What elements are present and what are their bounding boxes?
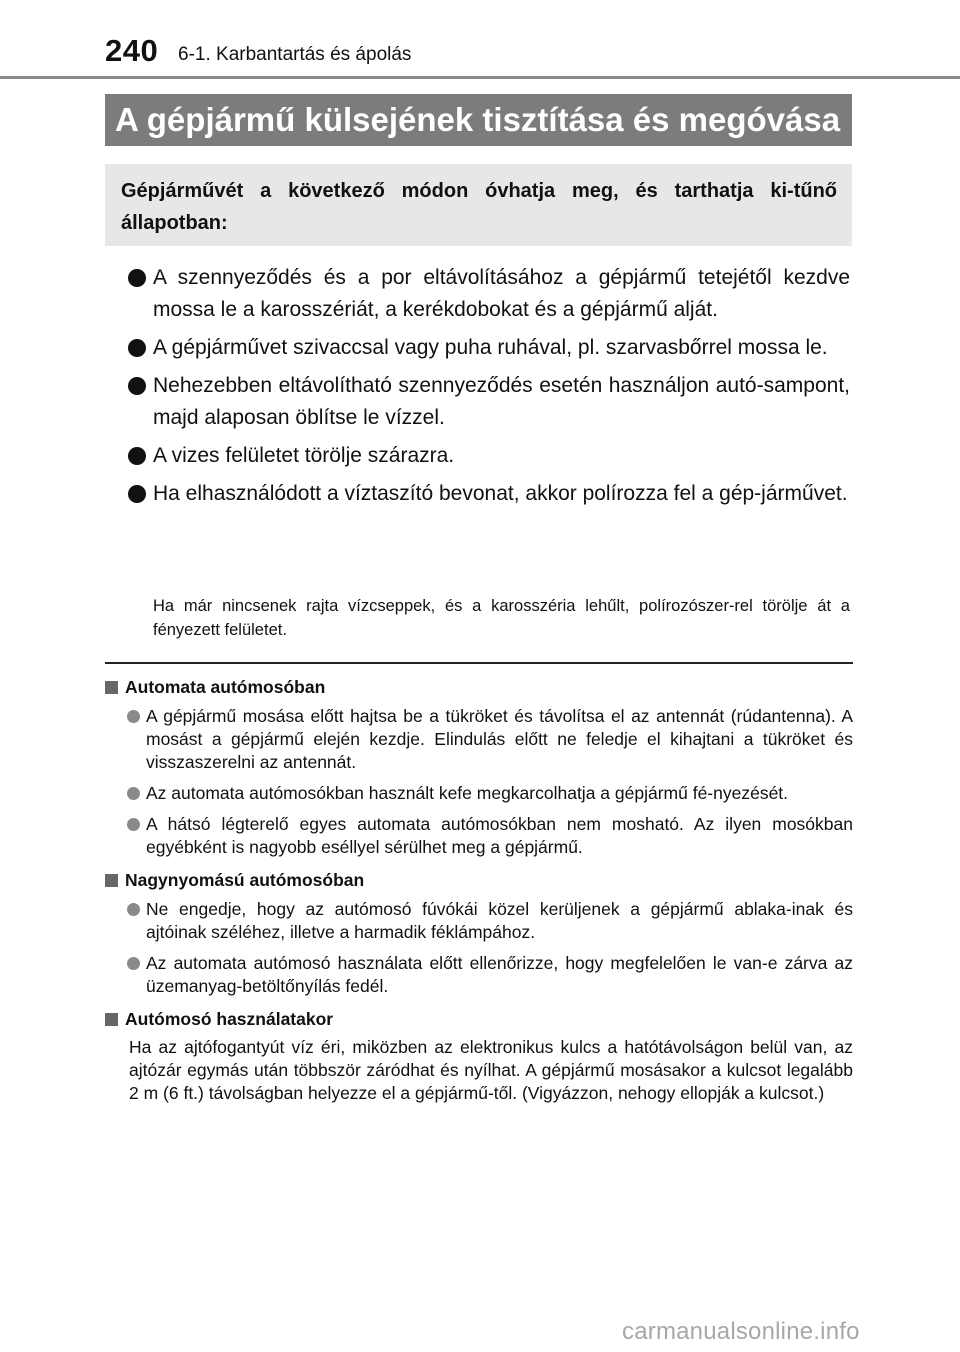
bullet-dot-icon: [128, 339, 146, 357]
bullet-dot-icon: [128, 447, 146, 465]
section-heading: [105, 867, 853, 893]
main-bullet-list: [128, 262, 850, 516]
section-item-text: A gépjármű mosása előtt hajtsa be a tükröket és távolítsa el az antennát (rúdantenna). A mosást a gépjármű elején kezdje. Elindulás előtt ne feledje el kihajtani a tükröket és visszaszerelni az antennát.: [146, 706, 853, 772]
section-heading: [105, 1006, 853, 1032]
section-item-text: Ne engedje, hogy az autómosó fúvókái közel kerüljenek a gépjármű ablaka-inak és ajtóinak széléhez, illetve a harmadik féklámpához.: [146, 899, 853, 942]
bullet-dot-icon: [127, 957, 140, 970]
main-bullet-item: [128, 440, 850, 472]
main-bullet-text: A gépjárművet szivaccsal vagy puha ruhával, pl. szarvasbőrrel mossa le.: [153, 336, 828, 359]
bullet-dot-icon: [128, 485, 146, 503]
section-item-text: Az automata autómosó használata előtt ellenőrizze, hogy megfelelően le van-e zárva az üzemanyag-betöltőnyílás fedél.: [146, 953, 853, 996]
header-rule: [0, 76, 960, 79]
section-paragraph: Ha az ajtófogantyút víz éri, miközben az elektronikus kulcs a hatótávolságon belül van, az ajtózár egymás után többször záródhat és nyílhat. A gépjármű mosásakor a kulcsot legalább 2 m (6 ft.) távolságban helyezze el a gépjármű-től. (Vigyázzon, nehogy ellopják a kulcsot.): [129, 1037, 853, 1103]
section-heading-text: Automata autómosóban: [125, 677, 326, 697]
section-heading-text: Nagynyomású autómosóban: [125, 870, 365, 890]
polish-note: Ha már nincsenek rajta vízcseppek, és a karosszéria lehűlt, polírozószer-rel törölje át a fényezett felületet.: [153, 597, 850, 639]
bullet-dot-icon: [127, 787, 140, 800]
main-bullet-text: A szennyeződés és a por eltávolításához a gépjármű tetejétől kezdve mossa le a karosszériát, a kerékdobokat és a gépjármű alját.: [153, 266, 850, 321]
main-bullet-text: A vizes felületet törölje szárazra.: [153, 444, 455, 467]
section-item: [105, 705, 853, 774]
bullet-dot-icon: [128, 269, 146, 287]
section-title: 6-1. Karbantartás és ápolás: [178, 44, 412, 65]
page-title: A gépjármű külsejének tisztítása és megóvása: [105, 94, 852, 146]
watermark: carmanualsonline.info: [622, 1318, 860, 1345]
page-number: 240: [105, 33, 159, 68]
section-item: [105, 782, 853, 805]
section-item: [105, 952, 853, 998]
section-item: [105, 813, 853, 859]
main-bullet-text: Nehezebben eltávolítható szennyeződés esetén használjon autó-sampont, majd alaposan öblítse le vízzel.: [153, 374, 850, 429]
section-using-car-wash: [105, 1006, 853, 1105]
square-bullet-icon: [105, 1013, 118, 1026]
section-high-pressure-car-wash: [105, 867, 853, 998]
section-divider: [105, 662, 853, 664]
square-bullet-icon: [105, 874, 118, 887]
square-bullet-icon: [105, 681, 118, 694]
sections: [105, 674, 853, 1113]
section-item-text: Az automata autómosókban használt kefe megkarcolhatja a gépjármű fé-nyezését.: [146, 783, 789, 803]
section-item: [105, 898, 853, 944]
bullet-dot-icon: [127, 903, 140, 916]
main-bullet-item: [128, 262, 850, 326]
main-bullet-text: Ha elhasználódott a víztaszító bevonat, akkor polírozza fel a gép-járművet.: [153, 482, 848, 505]
section-heading-text: Autómosó használatakor: [125, 1009, 334, 1029]
bullet-dot-icon: [128, 377, 146, 395]
section-item-text: A hátsó légterelő egyes automata autómosókban nem mosható. Az ilyen mosókban egyébként is nagyobb eséllyel sérülhet meg a gépjármű.: [146, 814, 853, 857]
bullet-dot-icon: [127, 818, 140, 831]
main-bullet-item: [128, 332, 850, 364]
bullet-dot-icon: [127, 710, 140, 723]
intro-box: Gépjárművét a következő módon óvhatja meg, és tarthatja ki-tűnő állapotban:: [105, 164, 852, 246]
section-heading: [105, 674, 853, 700]
main-bullet-item: [128, 478, 850, 510]
main-bullet-item: [128, 370, 850, 434]
section-automatic-car-wash: [105, 674, 853, 859]
